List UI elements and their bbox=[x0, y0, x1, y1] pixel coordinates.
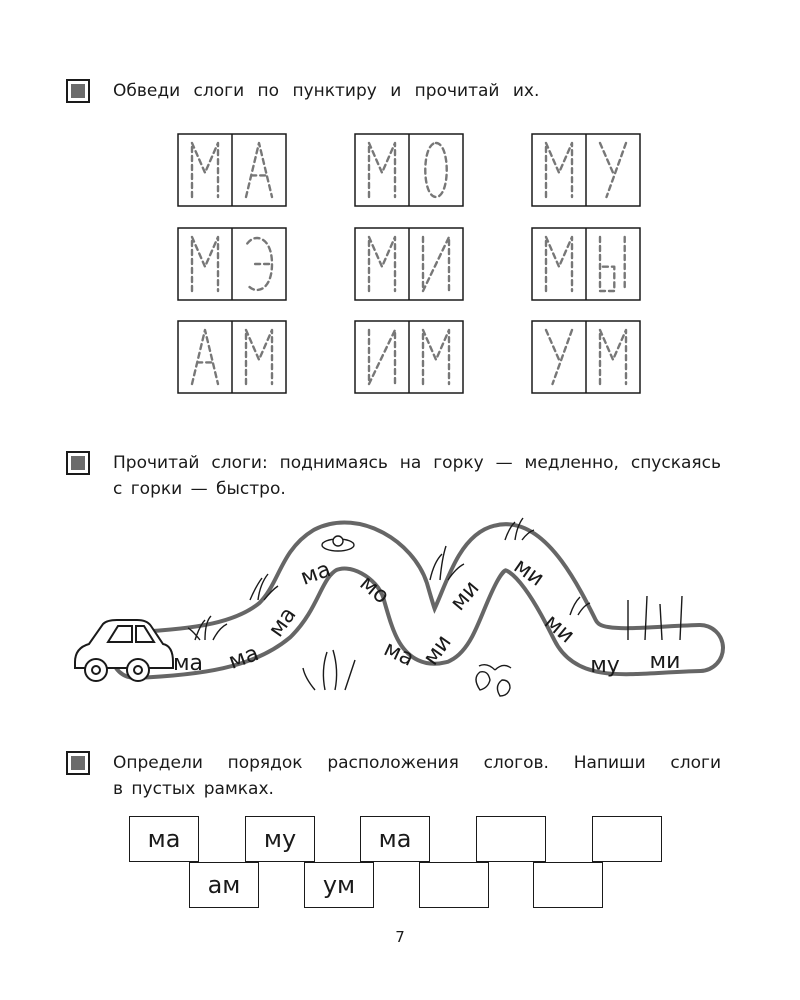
syllable-box-top: му bbox=[245, 816, 315, 862]
road-syllable: ма bbox=[172, 651, 204, 676]
road-syllable: ми bbox=[649, 649, 681, 674]
tracing-letter-right bbox=[600, 330, 626, 384]
tracing-card-мо bbox=[355, 134, 463, 206]
tracing-letter-right bbox=[247, 238, 272, 290]
tracing-card-ум bbox=[532, 321, 640, 393]
tracing-letter-right bbox=[600, 143, 626, 197]
tracing-letter-text: М bbox=[381, 264, 383, 265]
task2-instruction bbox=[113, 450, 721, 502]
task1-instruction: Обведи слоги по пунктиру и прочитай их. bbox=[113, 81, 540, 101]
tracing-letter-text: У bbox=[558, 357, 560, 358]
strawberry-icon bbox=[476, 665, 511, 696]
empty-answer-box-bottom[interactable] bbox=[419, 862, 489, 908]
tracing-card-frame bbox=[532, 321, 640, 393]
tracing-letter-left bbox=[546, 237, 572, 291]
tracing-letter-left bbox=[192, 237, 218, 291]
empty-answer-box-top[interactable] bbox=[476, 816, 546, 862]
road-syllable: ма bbox=[225, 641, 263, 675]
tracing-card-frame bbox=[532, 228, 640, 300]
tracing-card-frame bbox=[532, 134, 640, 206]
flower-on-hill-icon bbox=[322, 536, 354, 551]
tracing-card-frame bbox=[355, 134, 463, 206]
task2-line2: с горки — быстро. bbox=[113, 479, 286, 499]
tracing-card-мы bbox=[532, 228, 640, 300]
tracing-letter-text: М bbox=[258, 357, 260, 358]
tracing-letter-right bbox=[246, 330, 272, 384]
tracing-letter-left bbox=[192, 143, 218, 197]
road-syllable: ма bbox=[263, 602, 302, 642]
tracing-card-frame bbox=[355, 321, 463, 393]
car-icon bbox=[75, 620, 173, 681]
road-syllable: ми bbox=[539, 609, 580, 649]
task1-bullet-icon bbox=[66, 79, 90, 103]
road-syllable: ми bbox=[418, 630, 457, 671]
tracing-card-frame bbox=[355, 228, 463, 300]
road-syllable: ми bbox=[445, 575, 485, 616]
road-syllable: ми bbox=[508, 553, 549, 592]
tracing-letter-text: Ы bbox=[612, 264, 614, 265]
tracing-card-ми bbox=[355, 228, 463, 300]
tracing-letter-text: М bbox=[558, 170, 560, 171]
syllable-box-top: ма bbox=[360, 816, 430, 862]
tracing-letter-text: М bbox=[612, 357, 614, 358]
task3-bullet-icon bbox=[66, 751, 90, 775]
task3-line2: в пустых рамках. bbox=[113, 779, 274, 799]
road-syllables bbox=[173, 554, 680, 678]
tracing-letter-right bbox=[423, 330, 449, 384]
empty-answer-box-bottom[interactable] bbox=[533, 862, 603, 908]
tracing-letter-text: М bbox=[435, 357, 437, 358]
tracing-card-frame bbox=[178, 321, 286, 393]
tracing-letter-text: М bbox=[204, 170, 206, 171]
tracing-letter-text: О bbox=[435, 170, 437, 171]
tracing-letter-left bbox=[369, 330, 395, 384]
road-syllable: ма bbox=[379, 636, 418, 672]
task2-line1: Прочитай слоги: поднимаясь на горку — медленно, спускаясь bbox=[113, 453, 721, 473]
tracing-letter-left bbox=[546, 143, 572, 197]
tracing-card-мэ bbox=[178, 228, 286, 300]
tracing-letter-text: А bbox=[204, 357, 206, 358]
tracing-letter-text: А bbox=[258, 170, 260, 171]
road-syllable: ма bbox=[297, 557, 335, 591]
syllable-box-top: ма bbox=[129, 816, 199, 862]
tracing-letter-left bbox=[369, 237, 395, 291]
tracing-letter-right bbox=[600, 237, 625, 291]
tracing-card-им bbox=[355, 321, 463, 393]
tracing-letter-text: М bbox=[204, 264, 206, 265]
tracing-card-ам bbox=[178, 321, 286, 393]
tracing-letter-left bbox=[192, 330, 218, 384]
tracing-card-frame bbox=[178, 228, 286, 300]
road-outline bbox=[135, 546, 700, 655]
tracing-letter-right bbox=[246, 143, 272, 197]
grass-decoration bbox=[188, 518, 682, 690]
syllable-box-bottom: ум bbox=[304, 862, 374, 908]
tracing-letter-text: И bbox=[381, 357, 383, 358]
tracing-letter-right bbox=[425, 143, 446, 197]
page-number: 7 bbox=[395, 928, 405, 946]
tracing-letter-right bbox=[423, 237, 449, 291]
road-surface bbox=[135, 546, 700, 655]
tracing-letter-text: М bbox=[381, 170, 383, 171]
tracing-letter-text: Э bbox=[258, 264, 260, 265]
task2-bullet-icon bbox=[66, 451, 90, 475]
tracing-card-му bbox=[532, 134, 640, 206]
tracing-letter-text: У bbox=[612, 170, 614, 171]
tracing-card-frame bbox=[178, 134, 286, 206]
road-syllable: мо bbox=[354, 570, 394, 610]
tracing-letter-left bbox=[546, 330, 572, 384]
road-syllable: му bbox=[590, 653, 620, 678]
tracing-letter-text: И bbox=[435, 264, 437, 265]
tracing-letter-text: М bbox=[558, 264, 560, 265]
tracing-card-ма bbox=[178, 134, 286, 206]
syllable-box-bottom: ам bbox=[189, 862, 259, 908]
tracing-letter-left bbox=[369, 143, 395, 197]
task3-instruction bbox=[113, 750, 721, 802]
empty-answer-box-top[interactable] bbox=[592, 816, 662, 862]
task3-line1: Определи порядок расположения слогов. Напиши слоги bbox=[113, 753, 721, 773]
